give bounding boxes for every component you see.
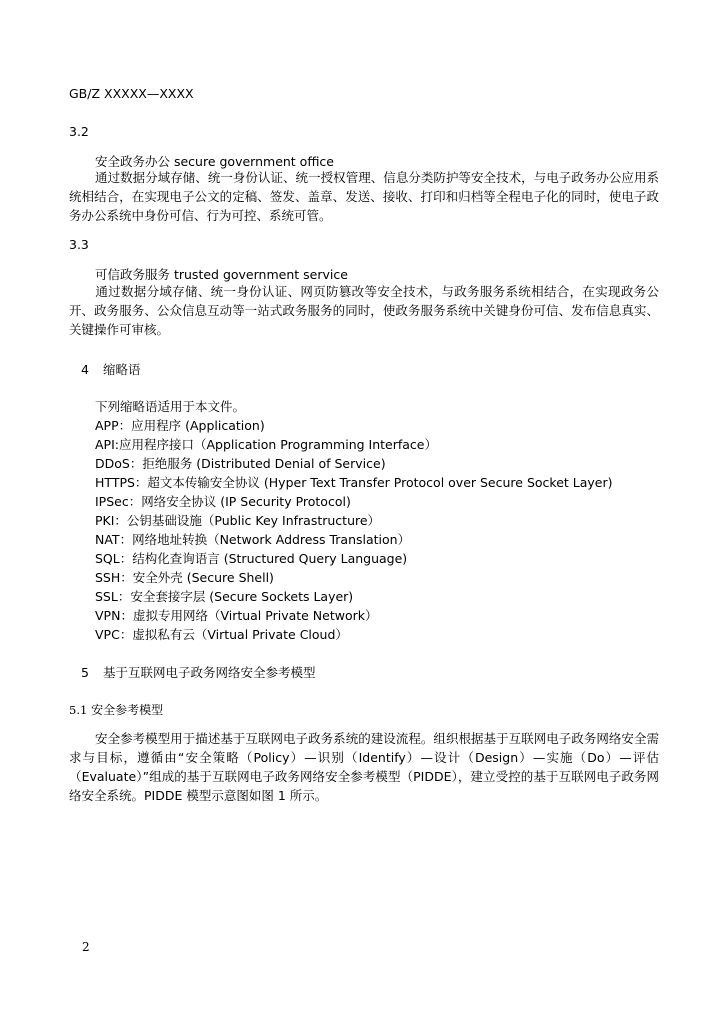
section-5-1-heading [69, 701, 163, 718]
abbreviation-item: SQL：结构化查询语言 (Structured Query Language) [95, 551, 408, 566]
section-5-number: 5 [81, 665, 89, 680]
section-5-heading [81, 663, 316, 681]
section-4-title: 缩略语 [103, 362, 141, 377]
abbreviation-item: SSL：安全套接字层 (Secure Sockets Layer) [95, 589, 354, 604]
section-5-1-number: 5.1 [69, 703, 88, 717]
clause-3-3-definition-text: 通过数据分域存储、统一身份认证、网页防篡改等安全技术，与政务服务系统相结合，在实现政务公开、政务服务、公众信息互动等一站式政务服务的同时，使政务服务系统中关键身份可信、发布信息真实、关键操作可审核。 [69, 284, 659, 337]
abbreviation-item: VPC：虚拟私有云（Virtual Private Cloud） [95, 627, 348, 642]
section-5-1-body-text: 安全参考模型用于描述基于互联网电子政务系统的建设流程。组织根据基于互联网电子政务网络安全需求与目标，遵循由“安全策略（Policy）—识别（Identify）—设计（Design）—实施（Do）—评估（Evaluate）”组成的基于互联网电子政务网络安全参考模型（PIDDE），建立受控的基于互联网电子政务网络安全系统。PIDDE 模型示意图如图 1 所示。 [69, 731, 659, 803]
section-5-1-title: 安全参考模型 [91, 703, 164, 717]
section-4-number: 4 [81, 362, 89, 377]
abbreviation-list [95, 397, 612, 644]
page-number: 2 [82, 940, 90, 954]
abbreviation-item: DDoS：拒绝服务 (Distributed Denial of Service) [95, 456, 386, 471]
abbreviation-item: IPSec：网络安全协议 (IP Security Protocol) [95, 494, 351, 509]
clause-3-2-definition [69, 168, 659, 225]
abbreviation-item: VPN：虚拟专用网络（Virtual Private Network） [95, 608, 378, 623]
clause-3-2-definition-text: 通过数据分域存储、统一身份认证、统一授权管理、信息分类防护等安全技术，与电子政务办公应用系统相结合，在实现电子公文的定稿、签发、盖章、发送、接收、打印和归档等全程电子化的同时，使电子政务办公系统中身份可信、行为可控、系统可管。 [69, 170, 659, 223]
section-4-heading [81, 360, 141, 378]
clause-3-2-term: 安全政务办公 secure government office [95, 154, 334, 169]
abbreviation-item: HTTPS：超文本传输安全协议 (Hyper Text Transfer Protocol over Secure Socket Layer) [95, 475, 613, 490]
clause-3-3-definition [69, 282, 659, 339]
standard-code-header: GB/Z XXXXX—XXXX [69, 86, 194, 101]
clause-3-2-number: 3.2 [69, 124, 89, 139]
section-5-title: 基于互联网电子政务网络安全参考模型 [103, 665, 316, 680]
abbreviation-item: APP：应用程序 (Application) [95, 418, 265, 433]
abbreviation-item: PKI：公钥基础设施（Public Key Infrastructure） [95, 513, 381, 528]
abbreviation-item: NAT：网络地址转换（Network Address Translation） [95, 532, 411, 547]
abbreviation-item: API:应用程序接口（Application Programming Interface） [95, 437, 437, 452]
abbreviation-item: SSH：安全外壳 (Secure Shell) [95, 570, 274, 585]
clause-3-3-number: 3.3 [69, 237, 89, 252]
section-5-1-body [69, 729, 659, 805]
clause-3-3-term: 可信政务服务 trusted government service [95, 267, 348, 282]
abbreviation-intro: 下列缩略语适用于本文件。 [95, 399, 246, 414]
